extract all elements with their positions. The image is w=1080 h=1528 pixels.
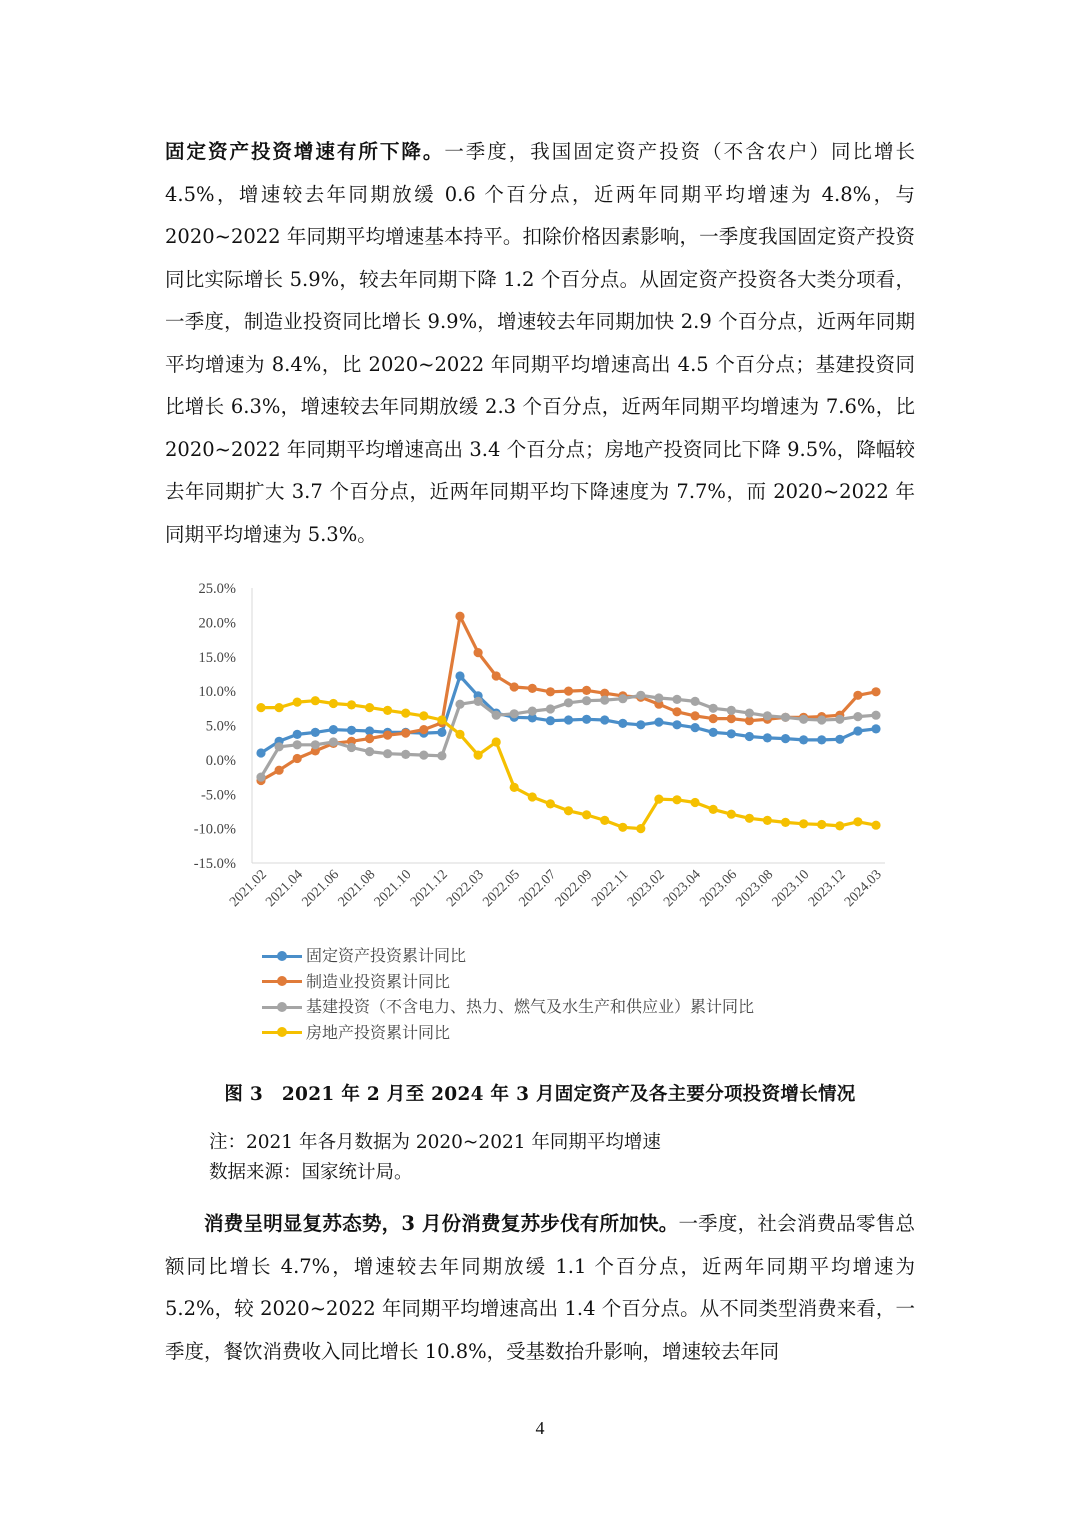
data-point [636, 824, 645, 833]
data-point [437, 728, 446, 737]
data-point [672, 695, 681, 704]
data-point [582, 696, 591, 705]
paragraph-fixed-asset-investment [165, 131, 915, 556]
data-point [293, 698, 302, 707]
figure-caption: 图 3 2021 年 2 月至 2024 年 3 月固定资产及各主要分项投资增长情况 [224, 1084, 856, 1105]
data-point [853, 691, 862, 700]
legend-label: 制造业投资累计同比 [306, 971, 451, 991]
paragraph-body: 一季度，社会消费品零售总额同比增长 4.7%，增速较去年同期放缓 1.1 个百分点，近两年同期平均增速为 5.2%，较 2020~2022 年同期平均增速高出 1.4 个百分点。从不同类型消费来看，一季度，餐饮消费收入同比增长 10.8%，受基数抬升影响，增速较去年同 [165, 1212, 915, 1363]
y-tick-label: 15.0% [198, 649, 236, 666]
legend-item-real-estate [262, 1020, 754, 1046]
data-point [691, 798, 700, 807]
x-tick-label: 2023.02 [624, 867, 668, 911]
data-point [564, 806, 573, 815]
x-tick-label: 2023.10 [769, 867, 813, 911]
x-tick-label: 2023.08 [733, 867, 777, 911]
data-point [311, 728, 320, 737]
data-point [365, 703, 374, 712]
data-point [455, 730, 464, 739]
data-point [546, 704, 555, 713]
data-point [618, 694, 627, 703]
data-point [817, 735, 826, 744]
data-point [275, 742, 284, 751]
data-point [799, 819, 808, 828]
data-point [817, 820, 826, 829]
data-point [636, 691, 645, 700]
data-point [582, 686, 591, 695]
data-point [311, 696, 320, 705]
data-point [419, 725, 428, 734]
x-tick-label: 2021.02 [227, 867, 270, 911]
data-point [383, 731, 392, 740]
data-point [401, 729, 410, 738]
data-point [365, 747, 374, 756]
data-point [817, 715, 826, 724]
data-point [582, 810, 591, 819]
data-point [528, 792, 537, 801]
data-point [582, 715, 591, 724]
data-point [745, 709, 754, 718]
x-tick-label: 2022.11 [589, 867, 632, 910]
data-point [763, 733, 772, 742]
data-point [401, 750, 410, 759]
investment-growth-line-chart [160, 570, 900, 940]
data-point [347, 743, 356, 752]
data-point [763, 711, 772, 720]
paragraph-body: 一季度，我国固定资产投资（不含农户）同比增长4.5%，增速较去年同期放缓 0.6 个百分点，近两年同期平均增速为 4.8%，与2020~2022 年同期平均增速基本持平。扣除价格因素影响，一季度我国固定资产投资同比实际增长 5.9%，较去年同期下降 1.2 个百分点。从固定资产投资各大类分项看，一季度，制造业投资同比增长 9.9%，增速较去年同期加快 2.9 个百分点，近两年同期平均增速为 8.4%，比 2020~2022 年同期平均增速高出 4.5 个百分点；基建投资同比增长 6.3%，增速较去年同期放缓 2.3 个百分点，近两年同期平均增速为 7.6%，比 2020~2022 年同期平均增速高出 3.4 个百分点；房地产投资同比下降 9.5%，降幅较去年同期扩大 3.7 个百分点，近两年同期平均下降速度为 7.7%，而 2020~2022 年同期平均增速为 5.3%。 [165, 140, 915, 546]
legend-item-fixed-asset [262, 943, 754, 969]
chart-legend [262, 943, 754, 1045]
data-point [528, 707, 537, 716]
data-point [256, 703, 265, 712]
data-point [871, 687, 880, 696]
data-point [510, 682, 519, 691]
data-point [564, 687, 573, 696]
data-point [781, 818, 790, 827]
y-tick-label: 0.0% [205, 752, 236, 769]
data-point [871, 821, 880, 830]
data-point [383, 749, 392, 758]
data-point [510, 783, 519, 792]
data-point [781, 734, 790, 743]
data-point [256, 748, 265, 757]
series-layer [256, 612, 880, 834]
data-point [383, 706, 392, 715]
data-point [365, 734, 374, 743]
data-point [293, 740, 302, 749]
legend-label: 固定资产投资累计同比 [306, 946, 467, 965]
data-point [853, 817, 862, 826]
data-point [709, 805, 718, 814]
data-point [347, 726, 356, 735]
data-point [618, 719, 627, 728]
data-point [799, 715, 808, 724]
legend-item-infrastructure [262, 994, 754, 1020]
legend-item-manufacturing [262, 969, 754, 995]
data-point [564, 715, 573, 724]
data-point [455, 700, 464, 709]
x-tick-label: 2021.04 [263, 867, 307, 911]
x-tick-label: 2023.04 [661, 867, 704, 911]
x-tick-label: 2022.05 [480, 867, 524, 911]
data-point [564, 698, 573, 707]
data-point [528, 684, 537, 693]
x-tick-label: 2021.06 [299, 867, 343, 911]
figure-note: 注：2021 年各月数据为 2020~2021 年同期平均增速 [209, 1132, 661, 1153]
data-point [835, 735, 844, 744]
data-point [691, 711, 700, 720]
y-tick-label: 5.0% [205, 718, 236, 735]
data-point [293, 730, 302, 739]
x-axis [227, 863, 885, 910]
data-point [799, 735, 808, 744]
data-point [329, 737, 338, 746]
data-point [781, 713, 790, 722]
data-point [745, 814, 754, 823]
data-point [546, 687, 555, 696]
x-tick-label: 2022.03 [444, 867, 487, 911]
y-tick-label: -5.0% [200, 787, 236, 804]
data-point [492, 711, 501, 720]
data-point [709, 704, 718, 713]
data-point [474, 751, 483, 760]
page-number: 4 [535, 1418, 545, 1438]
legend-swatch [262, 950, 302, 962]
legend-label: 房地产投资累计同比 [306, 1022, 451, 1042]
x-tick-label: 2021.12 [407, 867, 451, 911]
x-tick-label: 2022.07 [516, 867, 560, 911]
x-tick-label: 2022.09 [552, 867, 596, 911]
data-point [727, 729, 736, 738]
data-point [419, 711, 428, 720]
y-tick-label: 10.0% [198, 684, 236, 701]
paragraph-lead: 消费呈明显复苏态势，3 月份消费复苏步伐有所加快。 [204, 1212, 679, 1235]
data-point [745, 732, 754, 741]
data-point [347, 700, 356, 709]
data-point [492, 737, 501, 746]
data-point [311, 740, 320, 749]
y-tick-label: -10.0% [193, 821, 236, 838]
x-tick-label: 2023.12 [805, 867, 849, 911]
data-point [853, 726, 862, 735]
data-point [474, 648, 483, 657]
data-point [654, 795, 663, 804]
data-point [510, 709, 519, 718]
data-point [437, 751, 446, 760]
data-point [419, 751, 428, 760]
legend-swatch [262, 1026, 302, 1038]
data-point [727, 810, 736, 819]
data-point [871, 711, 880, 720]
legend-swatch [262, 975, 302, 987]
data-point [618, 823, 627, 832]
data-point [709, 728, 718, 737]
data-point [691, 723, 700, 732]
data-point [691, 697, 700, 706]
data-point [437, 715, 446, 724]
data-point [293, 754, 302, 763]
data-point [492, 671, 501, 680]
paragraph-lead: 固定资产投资增速有所下降。 [165, 140, 445, 163]
data-point [600, 715, 609, 724]
data-point [546, 799, 555, 808]
data-point [256, 773, 265, 782]
paragraph-consumption [165, 1203, 915, 1373]
x-tick-label: 2023.06 [697, 867, 741, 911]
data-point [455, 612, 464, 621]
x-tick-label: 2024.03 [842, 867, 885, 911]
data-point [636, 720, 645, 729]
data-source-note: 数据来源：国家统计局。 [209, 1162, 413, 1183]
data-point [600, 696, 609, 705]
legend-swatch [262, 1001, 302, 1013]
x-tick-label: 2021.10 [371, 867, 415, 911]
legend-label: 基建投资（不含电力、热力、燃气及水生产和供应业）累计同比 [306, 997, 755, 1016]
y-tick-label: 20.0% [198, 615, 236, 632]
data-point [672, 720, 681, 729]
data-point [654, 718, 663, 727]
data-point [672, 795, 681, 804]
data-point [329, 725, 338, 734]
data-point [455, 671, 464, 680]
data-point [727, 706, 736, 715]
data-point [672, 707, 681, 716]
data-point [871, 724, 880, 733]
x-tick-label: 2021.08 [335, 867, 379, 911]
data-point [329, 699, 338, 708]
y-tick-label: 25.0% [198, 581, 236, 597]
data-point [600, 816, 609, 825]
data-point [853, 712, 862, 721]
data-point [401, 709, 410, 718]
data-point [546, 716, 555, 725]
data-point [763, 816, 772, 825]
data-point [654, 693, 663, 702]
data-point [835, 821, 844, 830]
data-point [835, 715, 844, 724]
y-axis [194, 581, 252, 872]
data-point [275, 766, 284, 775]
data-point [474, 697, 483, 706]
data-point [709, 714, 718, 723]
y-tick-label: -15.0% [193, 856, 236, 872]
data-point [275, 703, 284, 712]
data-point [727, 714, 736, 723]
